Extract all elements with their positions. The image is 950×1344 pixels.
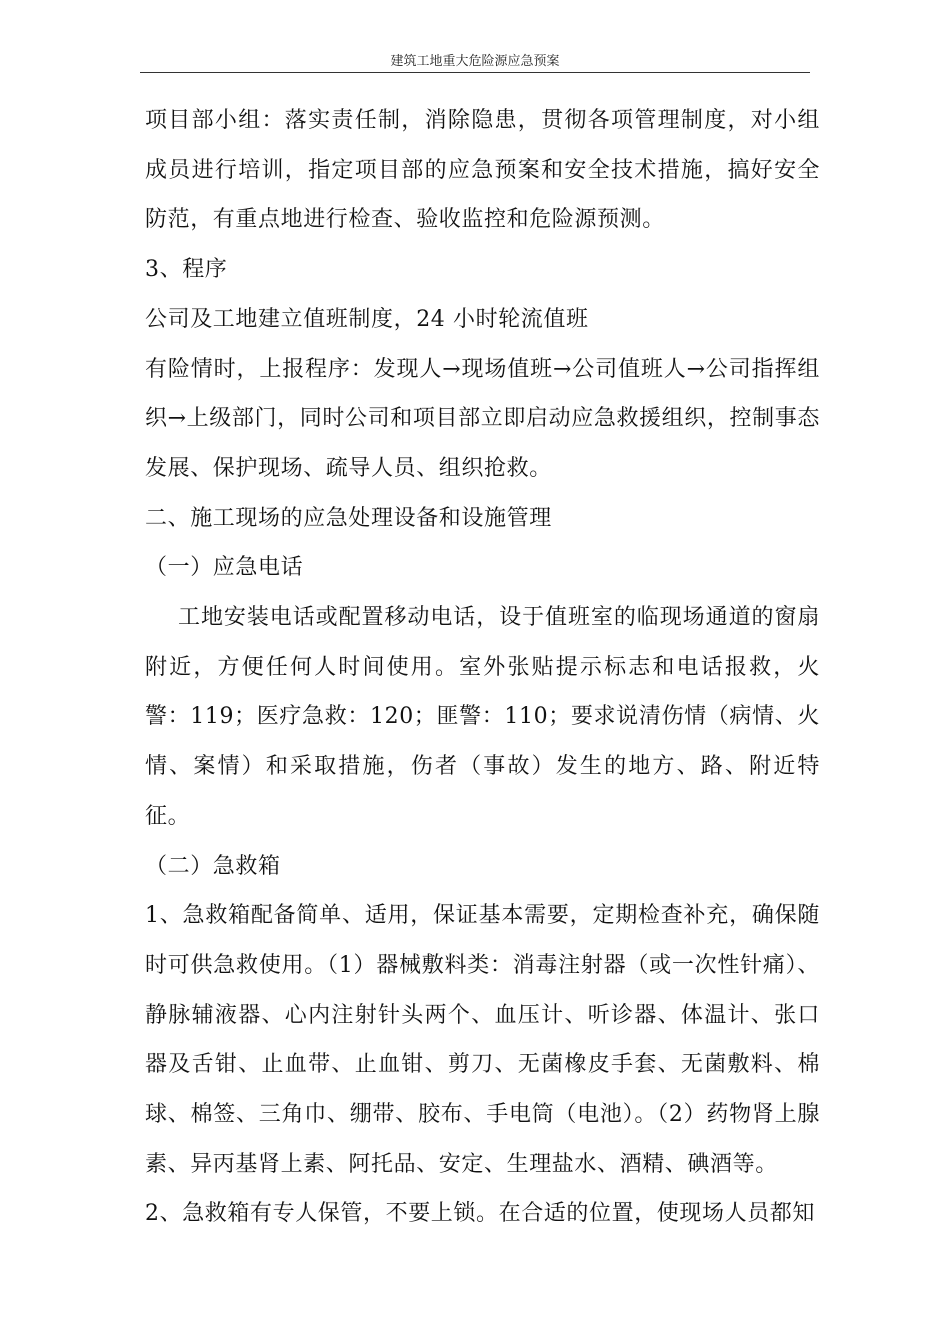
heading-first-aid-kit: （二）急救箱 bbox=[145, 853, 281, 879]
paragraph-first-aid-kit-contents: 1、急救箱配备简单、适用，保证基本需要，定期检查补充，确保随时可供急救使用。（1）器械敷料类：消毒注射器（或一次性针痛）、静脉辅液器、心内注射针头两个、血压计、听诊器、体温计、张口器及舌钳、止血带、止血钳、剪刀、无菌橡皮手套、无菌敷料、棉球、棉签、三角巾、绷带、胶布、手电筒（电池）。（2）药物肾上腺素、异丙基肾上素、阿托品、安定、生理盐水、酒精、碘酒等。 bbox=[145, 903, 820, 1177]
heading-procedure: 3、程序 bbox=[145, 257, 228, 283]
header-divider bbox=[140, 72, 810, 73]
document-body bbox=[145, 96, 820, 1239]
paragraph-duty-system: 公司及工地建立值班制度，24 小时轮流值班 bbox=[145, 306, 589, 332]
heading-section-two: 二、施工现场的应急处理设备和设施管理 bbox=[145, 505, 552, 531]
paragraph-reporting-procedure: 有险情时，上报程序：发现人→现场值班→公司值班人→公司指挥组织→上级部门，同时公司和项目部立即启动应急救援组织，控制事态发展、保护现场、疏导人员、组织抢救。 bbox=[145, 356, 820, 481]
paragraph-project-team-duties: 项目部小组：落实责任制，消除隐患，贯彻各项管理制度，对小组成员进行培训，指定项目部的应急预案和安全技术措施，搞好安全防范，有重点地进行检查、验收监控和危险源预测。 bbox=[145, 108, 820, 233]
heading-emergency-phone: （一）应急电话 bbox=[145, 555, 304, 581]
running-header: 建筑工地重大危险源应急预案 bbox=[390, 54, 560, 69]
paragraph-emergency-phone: 工地安装电话或配置移动电话，设于值班室的临现场通道的窗扇附近，方便任何人时间使用。室外张贴提示标志和电话报救，火警：119；医疗急救：120；匪警：110；要求说清伤情（病情、火情、案情）和采取措施，伤者（事故）发生的地方、路、附近特征。 bbox=[145, 605, 820, 829]
paragraph-first-aid-kit-custody: 2、急救箱有专人保管，不要上锁。在合适的位置，使现场人员都知 bbox=[145, 1201, 815, 1227]
